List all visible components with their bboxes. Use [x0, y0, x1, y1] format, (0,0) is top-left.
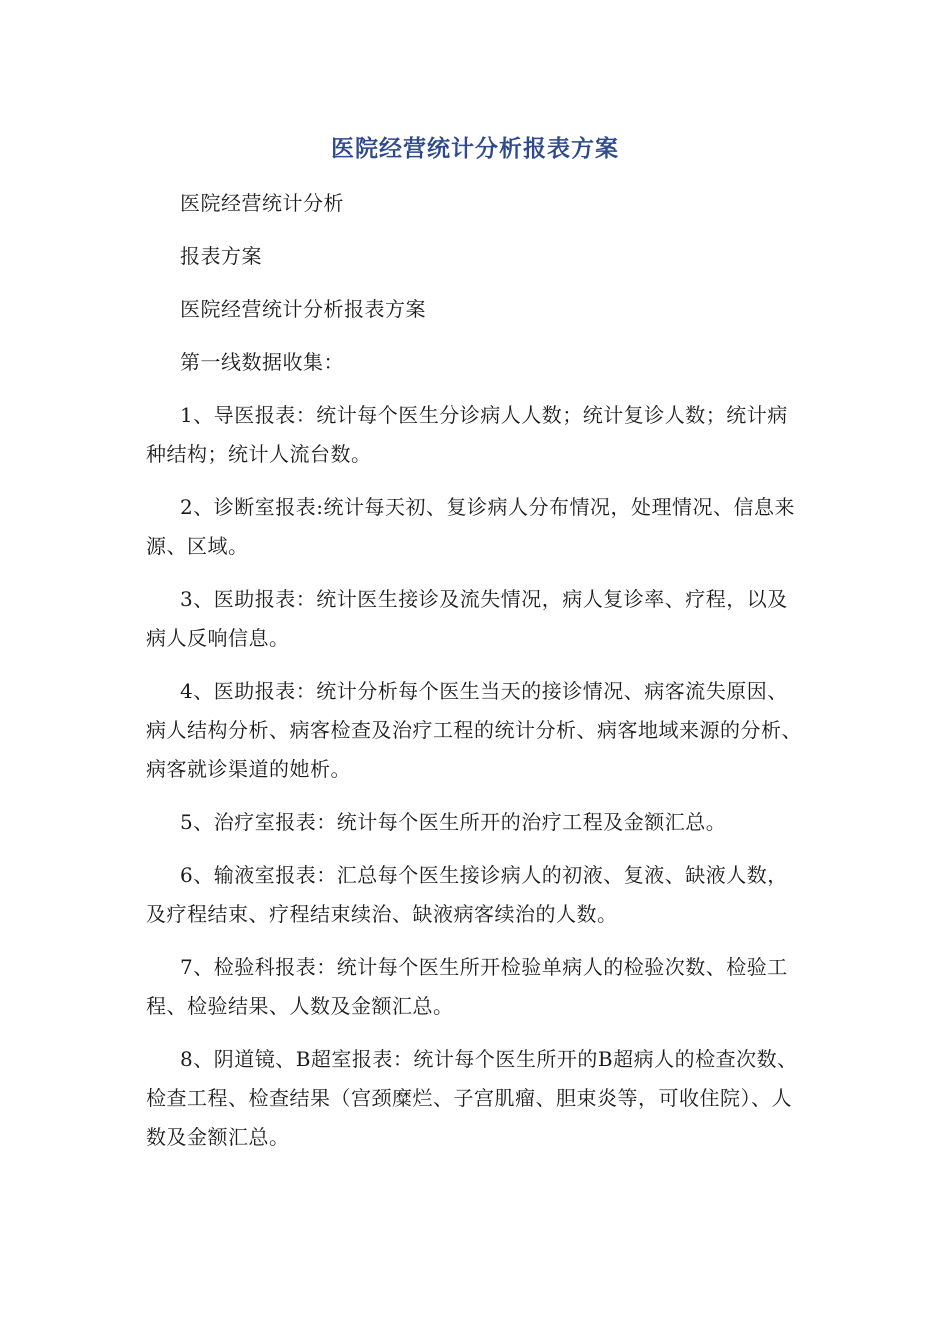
paragraph-item-2: 2、诊断室报表:统计每天初、复诊病人分布情况，处理情况、信息来源、区域。 — [146, 495, 795, 558]
paragraph-heading-1: 医院经营统计分析 — [180, 191, 344, 215]
paragraph-item-4: 4、医助报表：统计分析每个医生当天的接诊情况、病客流失原因、病人结构分析、病客检查及治疗工程的统计分析、病客地域来源的分析、病客就诊渠道的她析。 — [146, 679, 802, 781]
paragraph-heading-3: 医院经营统计分析报表方案 — [180, 297, 426, 321]
paragraph-item-6: 6、输液室报表：汇总每个医生接诊病人的初液、复液、缺液人数，及疗程结束、疗程结束续治、缺液病客续治的人数。 — [146, 863, 788, 926]
paragraph-item-1: 1、导医报表：统计每个医生分诊病人人数；统计复诊人数；统计病种结构；统计人流台数。 — [146, 403, 788, 466]
document-title: 医院经营统计分析报表方案 — [331, 135, 619, 162]
document-body — [146, 184, 808, 1171]
paragraph-item-8: 8、阴道镜、B超室报表：统计每个医生所开的B超病人的检查次数、检查工程、检查结果（宫颈糜烂、子宫肌瘤、胆束炎等，可收住院）、人数及金额汇总。 — [146, 1047, 798, 1149]
paragraph-heading-2: 报表方案 — [180, 244, 262, 268]
paragraph-item-3: 3、医助报表：统计医生接诊及流失情况，病人复诊率、疗程，以及病人反响信息。 — [146, 587, 788, 650]
paragraph-item-5: 5、治疗室报表：统计每个医生所开的治疗工程及金额汇总。 — [180, 810, 727, 834]
paragraph-item-7: 7、检验科报表：统计每个医生所开检验单病人的检验次数、检验工程、检验结果、人数及金额汇总。 — [146, 955, 788, 1018]
paragraph-section-label: 第一线数据收集： — [180, 350, 344, 374]
